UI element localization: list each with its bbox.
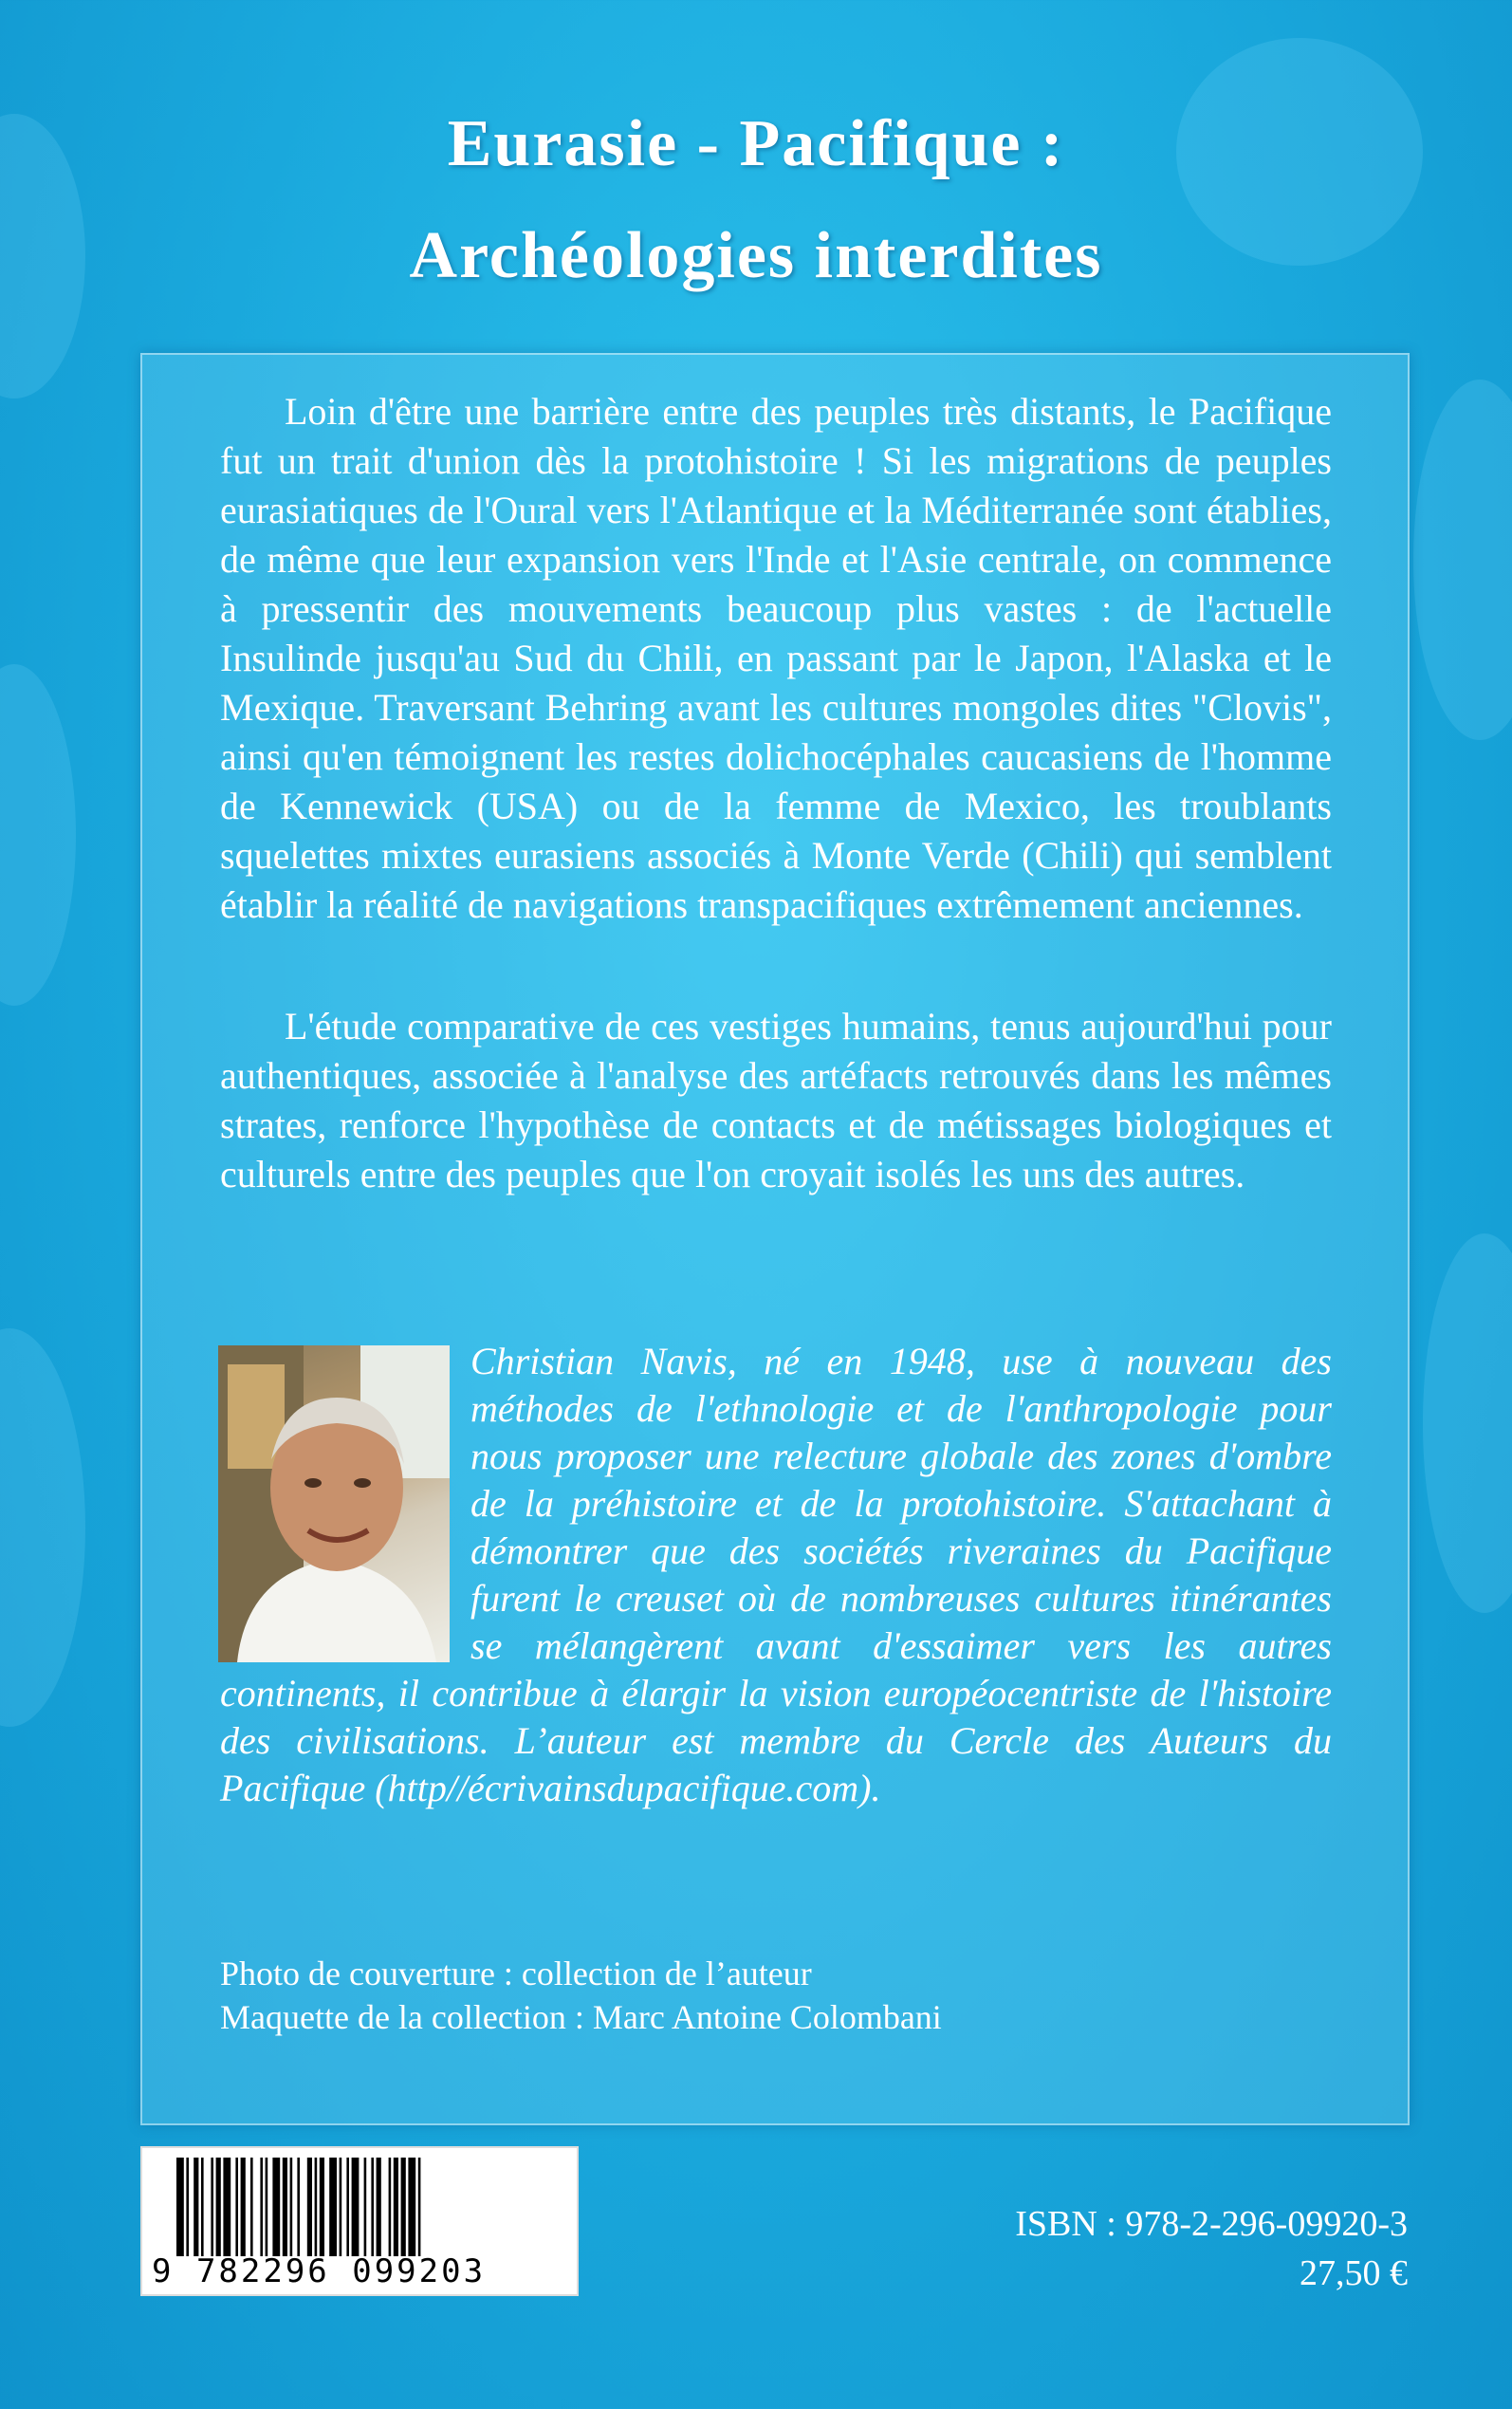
barcode-bar bbox=[418, 2158, 421, 2256]
barcode-bar bbox=[371, 2158, 374, 2256]
shell-decoration-right-3 bbox=[1423, 1233, 1512, 1613]
barcode-bars-icon bbox=[142, 2154, 577, 2260]
barcode-bar bbox=[408, 2158, 415, 2256]
barcode-bar bbox=[320, 2158, 324, 2256]
barcode-bar bbox=[283, 2158, 287, 2256]
shell-decoration-left-3 bbox=[0, 1328, 85, 1727]
barcode-bar bbox=[216, 2158, 221, 2256]
barcode-bar bbox=[389, 2158, 392, 2256]
barcode-bar bbox=[260, 2158, 263, 2256]
barcode-bar bbox=[364, 2158, 367, 2256]
barcode-bar bbox=[194, 2158, 198, 2256]
barcode-bar bbox=[394, 2158, 398, 2256]
barcode-bar bbox=[297, 2158, 300, 2256]
barcode-bar bbox=[241, 2158, 246, 2256]
barcode-bar bbox=[272, 2158, 280, 2256]
author-bio: Christian Navis, né en 1948, use à nouveau des méthodes de l'ethnologie et de l'anthropologie pour nous proposer une relecture globale des zones d'ombre de la préhistoire et de la protohistoire. S'attachant à démontrer que des sociétés riveraines du Pacifique furent le creuset où de nombreuses cultures itinérantes se mélangèrent avant d'essaimer vers les autres continents, il contribue à élargir la vision européocentriste de l'histoire des civilisations. L’auteur est membre du Cercle des Auteurs du Pacifique (http//écrivainsdupacifique.com). bbox=[220, 1340, 1332, 1809]
barcode-bar bbox=[290, 2158, 293, 2256]
summary-paragraph-1: Loin d'être une barrière entre des peuples très distants, le Pacifique fut un trait d'union dès la protohistoire ! Si les migrations de peuples eurasiatiques de l'Oural vers l'Atlantique et la Méditerranée sont établies, de même que leur expansion vers l'Inde et l'Asie centrale, on commence à pressentir des mouvements beaucoup plus vastes : de l'actuelle Insulinde jusqu'au Sud du Chili, en passant par le Japon, l'Alaska et le Mexique. Traversant Behring avant les cultures mongoles dites "Clovis", ainsi qu'en témoignent les restes dolichocéphales caucasiens de l'homme de Kennewick (USA) ou de la femme de Mexico, les troublants squelettes mixtes eurasiens associés à Monte Verde (Chili) qui semblent établir la réalité de navigations transpacifiques extrêmement anciennes. bbox=[220, 390, 1332, 926]
barcode-bar bbox=[315, 2158, 318, 2256]
barcode-bar bbox=[266, 2158, 268, 2256]
barcode-bar bbox=[352, 2158, 360, 2256]
author-bio-block bbox=[220, 1338, 1332, 1812]
isbn: ISBN : 978-2-296-09920-3 bbox=[1015, 2204, 1408, 2244]
barcode-bar bbox=[340, 2158, 342, 2256]
barcode-bar bbox=[401, 2158, 406, 2256]
barcode-bar bbox=[235, 2158, 238, 2256]
barcode-bar bbox=[377, 2158, 381, 2256]
shell-decoration-right-2 bbox=[1413, 380, 1512, 740]
barcode-bar bbox=[307, 2158, 312, 2256]
book-title-line-1: Eurasie - Pacifique : bbox=[447, 107, 1065, 180]
barcode-bar bbox=[176, 2158, 184, 2256]
shell-decoration-left-2 bbox=[0, 664, 76, 1006]
barcode-bar bbox=[186, 2158, 189, 2256]
barcode-bar bbox=[329, 2158, 337, 2256]
summary-paragraph-2: L'étude comparative de ces vestiges humains, tenus aujourd'hui pour authentiques, associée à l'analyse des artéfacts retrouvés dans les mêmes strates, renforce l'hypothèse de contacts et de métissages biologiques et culturels entre des peuples que l'on croyait isolés les uns des autres. bbox=[220, 1005, 1332, 1195]
barcode-digits: 9 782296 099203 bbox=[152, 2252, 487, 2290]
barcode-bar bbox=[223, 2158, 230, 2256]
barcode-bar bbox=[346, 2158, 349, 2256]
barcode-bar bbox=[250, 2158, 253, 2256]
price: 27,50 € bbox=[1300, 2253, 1408, 2293]
barcode-bar bbox=[211, 2158, 213, 2256]
design-credit: Maquette de la collection : Marc Antoine Colombani bbox=[220, 1998, 942, 2036]
barcode bbox=[140, 2146, 579, 2296]
photo-credit: Photo de couverture : collection de l’auteur bbox=[220, 1955, 812, 1992]
barcode-bar bbox=[201, 2158, 204, 2256]
book-title-line-2: Archéologies interdites bbox=[409, 219, 1103, 292]
